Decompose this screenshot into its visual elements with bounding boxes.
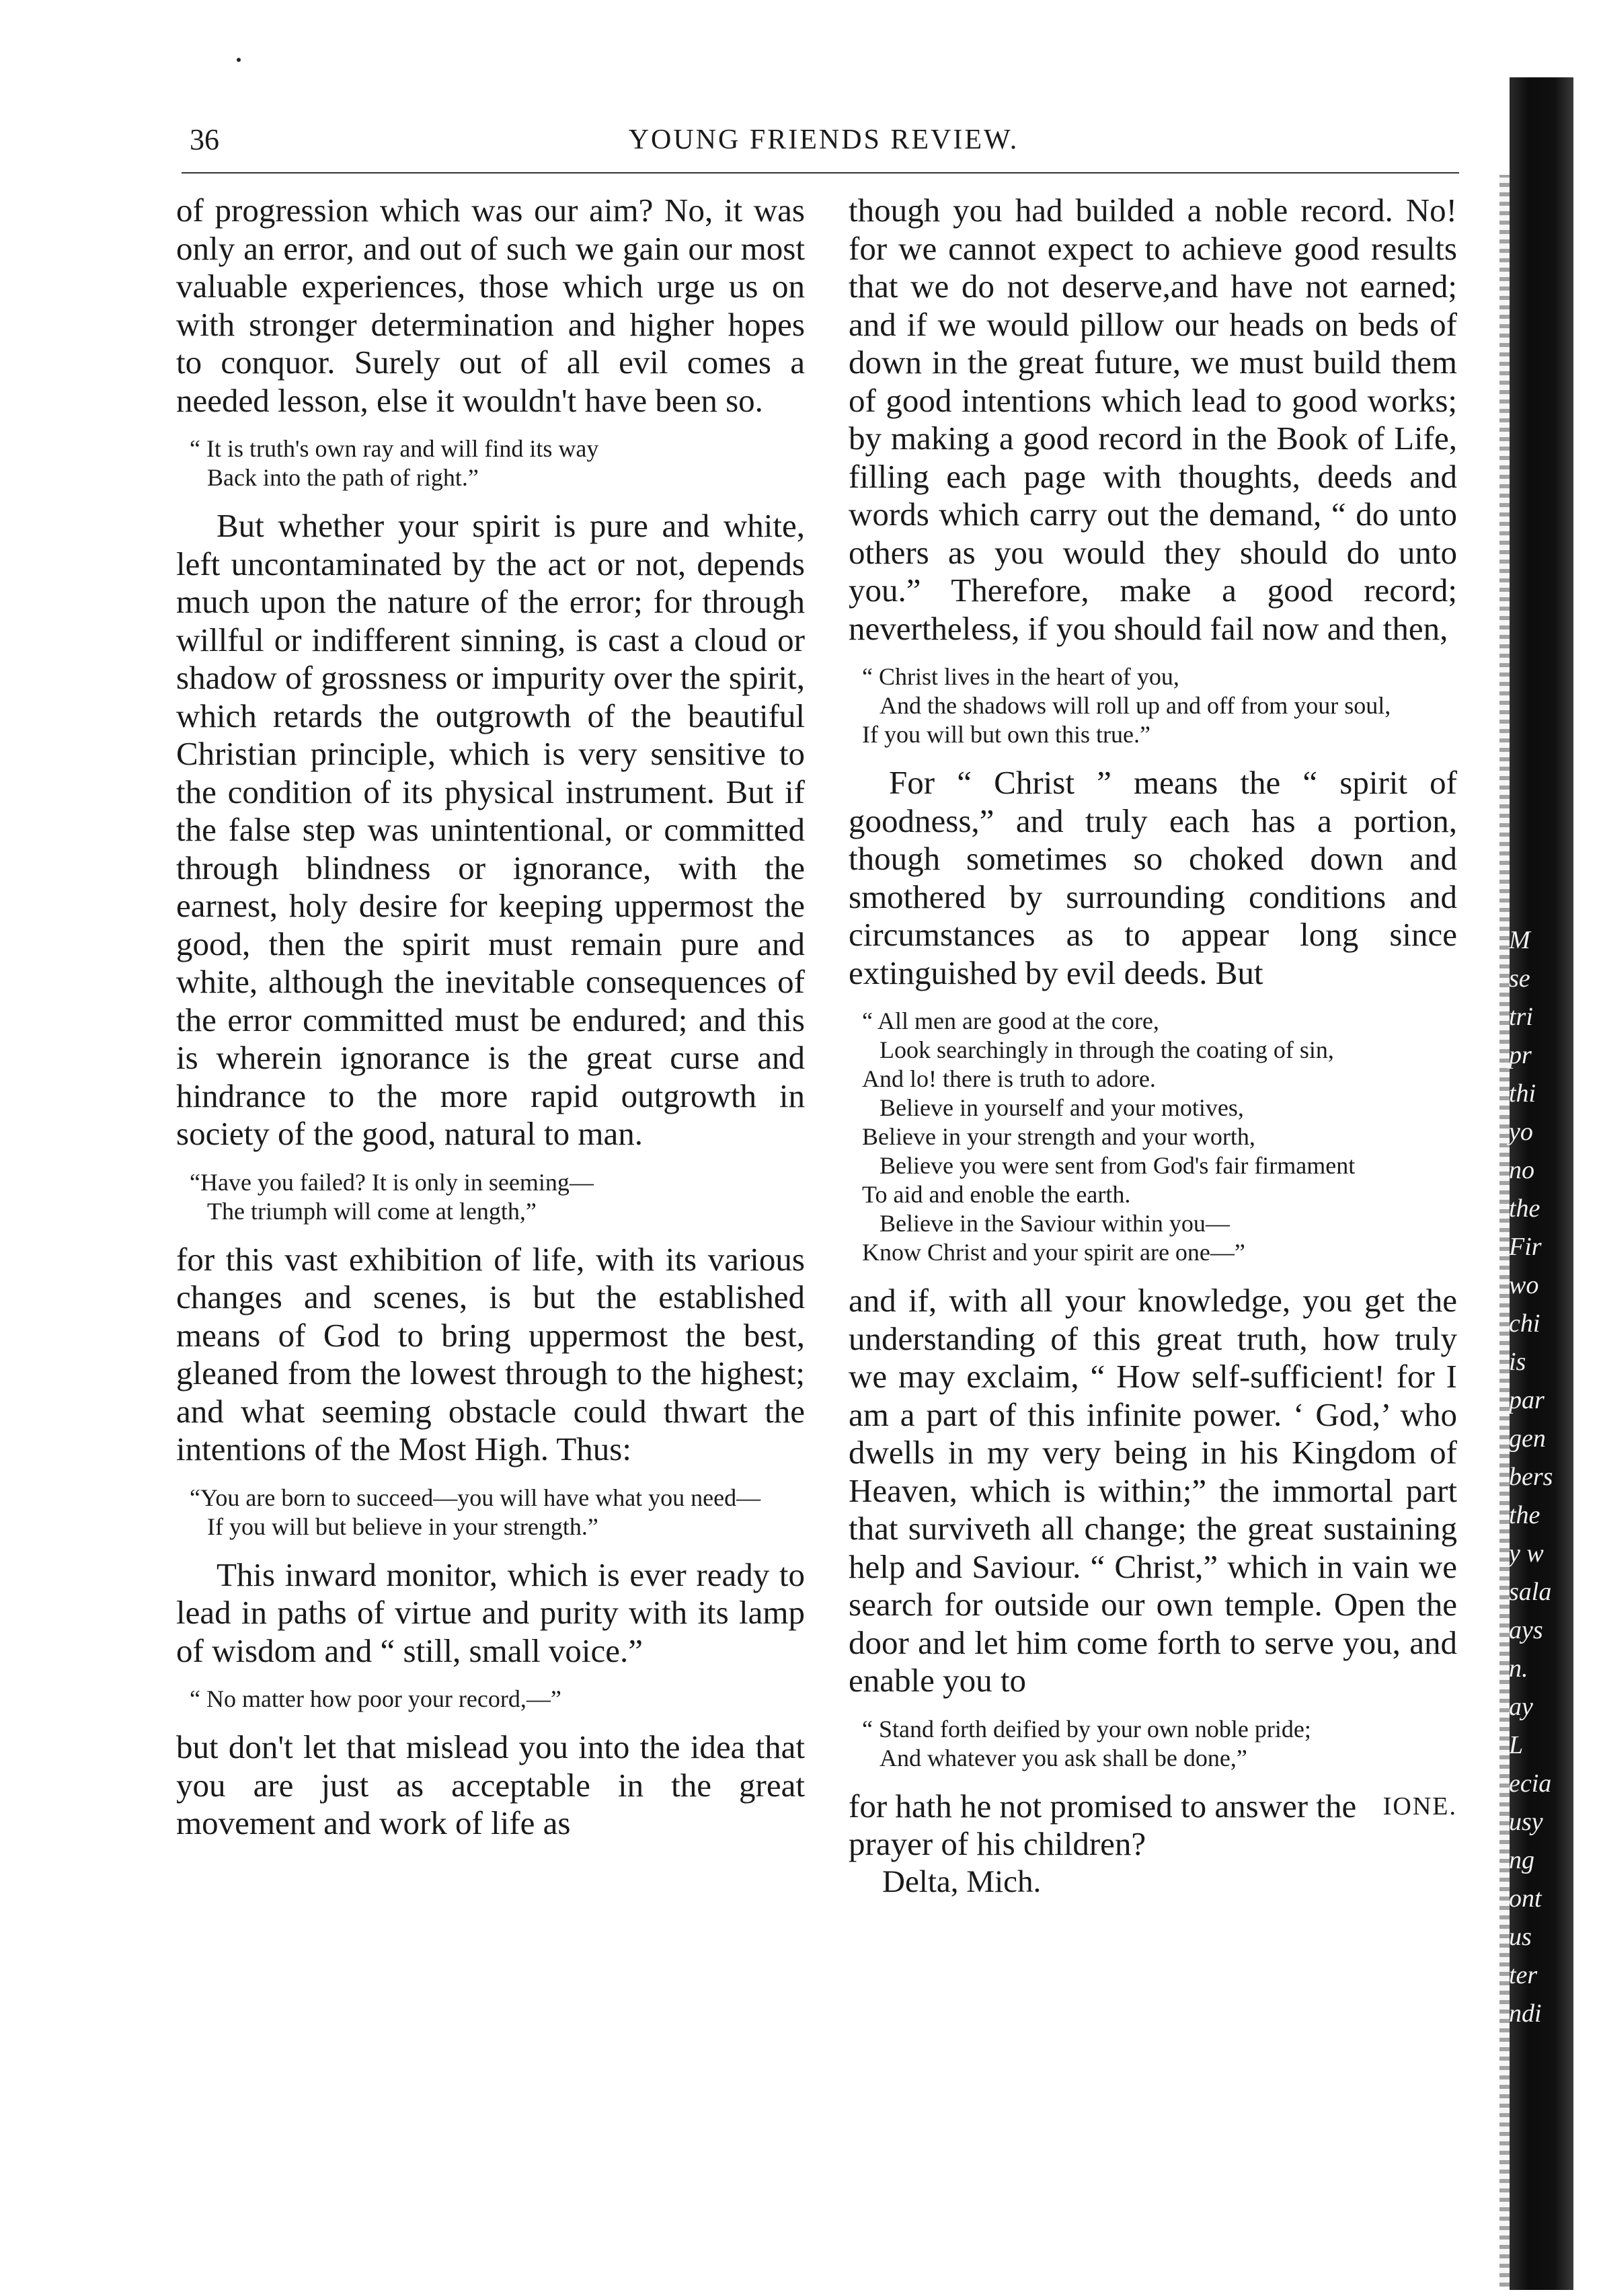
page-header xyxy=(182,122,1466,165)
left-column xyxy=(176,192,805,1843)
bleed-fragment: thi xyxy=(1509,1079,1536,1108)
bleed-fragment: bers xyxy=(1509,1463,1553,1491)
verse-quote xyxy=(849,1007,1457,1267)
ink-speck xyxy=(237,58,241,62)
verse-line: And lo! there is truth to adore. xyxy=(862,1065,1156,1092)
verse-line: Believe you were sent from God's fair firmament xyxy=(880,1152,1356,1179)
bleed-fragment: us xyxy=(1509,1923,1532,1951)
verse-line: “ Stand forth deified by your own noble pride; xyxy=(862,1715,1311,1743)
page-number: 36 xyxy=(190,123,219,156)
bleed-fragment: y w xyxy=(1509,1539,1544,1568)
verse-line: Believe in the Saviour within you— xyxy=(880,1210,1230,1237)
verse-quote xyxy=(849,662,1457,749)
bleed-fragment: the xyxy=(1509,1501,1540,1529)
next-page-bleed-text xyxy=(1509,921,1590,2033)
bleed-fragment: ng xyxy=(1509,1846,1534,1874)
verse-line: Believe in yourself and your motives, xyxy=(880,1094,1244,1121)
bleed-fragment: par xyxy=(1509,1386,1545,1414)
author-location: Delta, Mich. xyxy=(882,1864,1042,1899)
verse-quote xyxy=(176,434,805,492)
right-column xyxy=(849,192,1457,1901)
bleed-fragment: Fir xyxy=(1509,1233,1542,1261)
author-signature: IONE. xyxy=(1382,1792,1457,1821)
verse-line: And the shadows will roll up and off from your soul, xyxy=(880,692,1391,719)
verse-quote xyxy=(849,1715,1457,1773)
verse-line: And whatever you ask shall be done,” xyxy=(880,1744,1247,1771)
bleed-fragment: M xyxy=(1509,926,1530,954)
paragraph: But whether your spirit is pure and white, left uncontaminated by the act or not, depends much upon the nature of the error; for through willful or indifferent sinning, is cast a cloud or shadow of grossness or impurity over the spirit, which retards the outgrowth of the beautiful Christian principle, which is very sensitive to the condition of its physical instrument. But if the false step was unintentional, or committed through blindness or ignorance, with the earnest, holy desire for keeping uppermost the good, then the spirit must remain pure and white, although the inevitable consequences of the error committed must be endured; and this is wherein ignorance is the great curse and hindrance to the more rapid outgrowth in society of the good, natural to man. xyxy=(176,507,805,1152)
bleed-fragment: is xyxy=(1509,1348,1526,1376)
bleed-fragment: ecia xyxy=(1509,1769,1552,1798)
verse-quote xyxy=(176,1484,805,1541)
verse-line: Believe in your strength and your worth, xyxy=(862,1123,1255,1150)
bleed-fragment: pr xyxy=(1509,1041,1532,1069)
bleed-fragment: n. xyxy=(1509,1654,1528,1683)
verse-line: If you will but own this true.” xyxy=(862,721,1150,748)
bleed-fragment: usy xyxy=(1509,1808,1543,1836)
verse-quote xyxy=(176,1168,805,1226)
bleed-fragment: ter xyxy=(1509,1961,1538,1989)
verse-line: Look searchingly in through the coating of sin, xyxy=(880,1036,1334,1063)
bleed-fragment: ont xyxy=(1509,1884,1542,1913)
paragraph: for this vast exhibition of life, with its various changes and scenes, is but the established means of God to bring uppermost the best, gleaned from the lowest through to the highest; and what seeming obstacle could thwart the intentions of the Most High. Thus: xyxy=(176,1240,805,1467)
verse-line: The triumph will come at length,” xyxy=(207,1197,537,1225)
verse-line: “Have you failed? It is only in seeming— xyxy=(190,1168,594,1196)
paragraph: and if, with all your knowledge, you get the understanding of this great truth, how truly we may exclaim, “ How self-sufficient! for I am a part of this infinite power. ‘ God,’ who dwells in my very being in his Kingdom of Heaven, which is within;” the immortal part that surviveth all change; the great sustaining help and Saviour. “ Christ,” which in vain we search for outside our own temple. Open the door and let him come forth to serve you, and enable you to xyxy=(849,1282,1457,1699)
paragraph: of progression which was our aim? No, it was only an error, and out of such we gain our most valuable experiences, those which urge us on with stronger determination and higher hopes to conquor. Surely out of all evil comes a needed lesson, else it wouldn't have been so. xyxy=(176,192,805,419)
bleed-fragment: gen xyxy=(1509,1424,1546,1453)
verse-line: “ All men are good at the core, xyxy=(862,1007,1159,1034)
bleed-fragment: ndi xyxy=(1509,1999,1542,2028)
verse-line: “ It is truth's own ray and will find its way xyxy=(190,435,599,462)
bleed-fragment: yo xyxy=(1509,1118,1533,1146)
verse-line: If you will but believe in your strength.” xyxy=(207,1513,598,1540)
verse-line: “ Christ lives in the heart of you, xyxy=(862,663,1179,690)
bleed-fragment: se xyxy=(1509,964,1530,993)
verse-line: To aid and enoble the earth. xyxy=(862,1181,1131,1208)
bleed-fragment: sala xyxy=(1509,1578,1552,1606)
verse-line: Back into the path of right.” xyxy=(207,464,479,491)
paragraph: but don't let that mislead you into the idea that you are just as acceptable in the great movement and work of life as xyxy=(176,1728,805,1841)
bleed-fragment: tri xyxy=(1509,1003,1533,1031)
bleed-fragment: L xyxy=(1509,1731,1524,1759)
running-title: YOUNG FRIENDS REVIEW. xyxy=(628,124,1019,155)
closing-line xyxy=(849,1788,1457,1863)
verse-line: “ No matter how poor your record,—” xyxy=(190,1685,561,1712)
verse-line: “You are born to succeed—you will have what you need— xyxy=(190,1484,761,1511)
paragraph: though you had builded a noble record. No! for we cannot expect to achieve good results that we do not deserve,and have not earned; and if we would pillow our heads on beds of down in the great future, we must build them of good intentions which lead to good works; by making a good record in the Book of Life, filling each page with thoughts, deeds and words which carry out the demand, “ do unto others as you would they should do unto you.” Therefore, make a good record; nevertheless, if you should fail now and then, xyxy=(849,192,1457,647)
verse-quote xyxy=(176,1685,805,1714)
bleed-fragment: ay xyxy=(1509,1693,1533,1721)
paragraph: For “ Christ ” means the “ spirit of goodness,” and truly each has a portion, though sometimes so choked down and smothered by surrounding conditions and circumstances as to appear long since extinguished by evil deeds. But xyxy=(849,764,1457,991)
paragraph: This inward monitor, which is ever ready to lead in paths of virtue and purity with its lamp of wisdom and “ still, small voice.” xyxy=(176,1556,805,1669)
bleed-fragment: chi xyxy=(1509,1309,1540,1338)
header-rule xyxy=(182,172,1459,174)
bleed-fragment: the xyxy=(1509,1194,1540,1223)
bleed-fragment: no xyxy=(1509,1156,1534,1184)
paragraph: for hath he not promised to answer the prayer of his children? xyxy=(849,1787,1357,1862)
bleed-fragment: ays xyxy=(1509,1616,1543,1644)
verse-line: Know Christ and your spirit are one—” xyxy=(862,1239,1245,1266)
bleed-fragment: wo xyxy=(1509,1271,1539,1299)
